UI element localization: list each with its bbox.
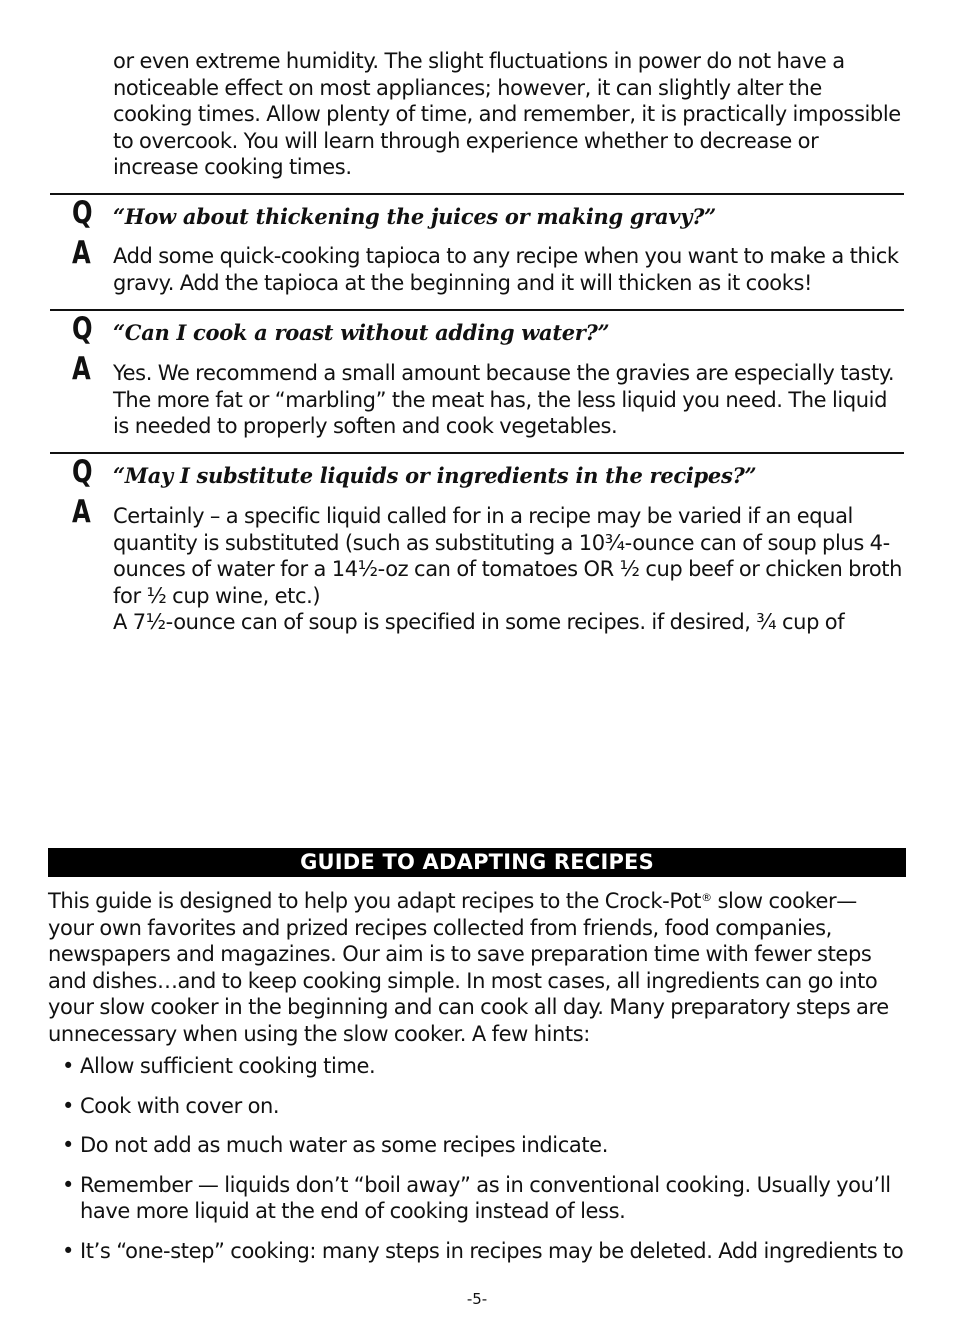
qa-divider <box>50 309 904 311</box>
answer-marker: A <box>72 494 91 530</box>
answer-paragraph: Add some quick-cooking tapioca to any recipe when you want to make a thick gravy. Add the tapioca at the beginning and it will thicken as it cooks! <box>113 244 899 295</box>
page-number: -5- <box>466 1290 488 1308</box>
hints-list <box>62 1053 907 1277</box>
answer-paragraph: Yes. We recommend a small amount because the gravies are especially tasty. The more fat or “marbling” the meat has, the less liquid you need. The liquid is needed to properly soften and cook vegetables. <box>113 361 895 438</box>
bullet-icon: • <box>62 1172 74 1197</box>
answer-text <box>113 503 906 636</box>
guide-intro-rest: slow cooker— your own favorites and prized recipes collected from friends, food companies, newspapers and magazines. Our aim is to save preparation time with fewer steps and dishes…and to keep cooking simple. In most cases, all ingredients can go into your slow cooker in the beginning and can cook all day. Many preparatory steps are unnecessary when using the slow cooker. A few hints: <box>48 889 889 1046</box>
hint-text: Do not add as much water as some recipes indicate. <box>80 1133 608 1157</box>
hint-text: Allow sufficient cooking time. <box>80 1054 376 1078</box>
guide-intro-start: This guide is designed to help you adapt recipes to the Crock-Pot <box>48 889 702 913</box>
question-text: “How about thickening the juices or making gravy?” <box>113 204 716 229</box>
qa-divider <box>50 193 904 195</box>
list-item <box>62 1132 907 1159</box>
guide-intro-paragraph <box>48 888 906 1047</box>
answer-paragraph: Certainly – a specific liquid called for in a recipe may be varied if an equal quantity is substituted (such as substituting a 10¾-ounce can of soup plus 4-ounces of water for a 14½-oz can of tomatoes OR ½ cup beef or chicken broth for ½ cup wine, etc.) <box>113 504 903 608</box>
question-marker: Q <box>72 195 93 231</box>
hint-text: It’s “one-step” cooking: many steps in recipes may be deleted. Add ingredients to <box>80 1238 904 1263</box>
list-item <box>62 1238 907 1265</box>
intro-paragraph: or even extreme humidity. The slight fluctuations in power do not have a noticeable effect on most appliances; however, it can slightly alter the cooking times. Allow plenty of time, and remember, it is practically impossible to overcook. You will learn through experience whether to decrease or increase cooking times. <box>113 49 901 179</box>
qa-divider <box>50 452 904 454</box>
question-marker: Q <box>72 311 93 347</box>
answer-text <box>113 360 906 440</box>
answer-paragraph: A 7½-ounce can of soup is specified in some recipes. if desired, ¾ cup of <box>113 610 845 634</box>
list-item <box>62 1053 907 1080</box>
question-text: “May I substitute liquids or ingredients in the recipes?” <box>113 463 757 488</box>
registered-mark: ® <box>701 891 712 904</box>
section-heading: GUIDE TO ADAPTING RECIPES <box>48 848 906 877</box>
list-item <box>62 1172 907 1225</box>
hint-text: Cook with cover on. <box>80 1093 280 1118</box>
bullet-icon: • <box>62 1133 74 1157</box>
answer-marker: A <box>72 351 91 387</box>
bullet-icon: • <box>62 1054 74 1078</box>
bullet-icon: • <box>62 1238 74 1263</box>
question-text: “Can I cook a roast without adding water?” <box>113 320 610 345</box>
answer-text <box>113 243 906 296</box>
answer-marker: A <box>72 235 91 271</box>
question-marker: Q <box>72 454 93 490</box>
hint-text: Remember — liquids don’t “boil away” as in conventional cooking. Usually you’ll have more liquid at the end of cooking instead of less. <box>80 1172 891 1223</box>
list-item <box>62 1093 907 1120</box>
bullet-icon: • <box>62 1093 74 1118</box>
